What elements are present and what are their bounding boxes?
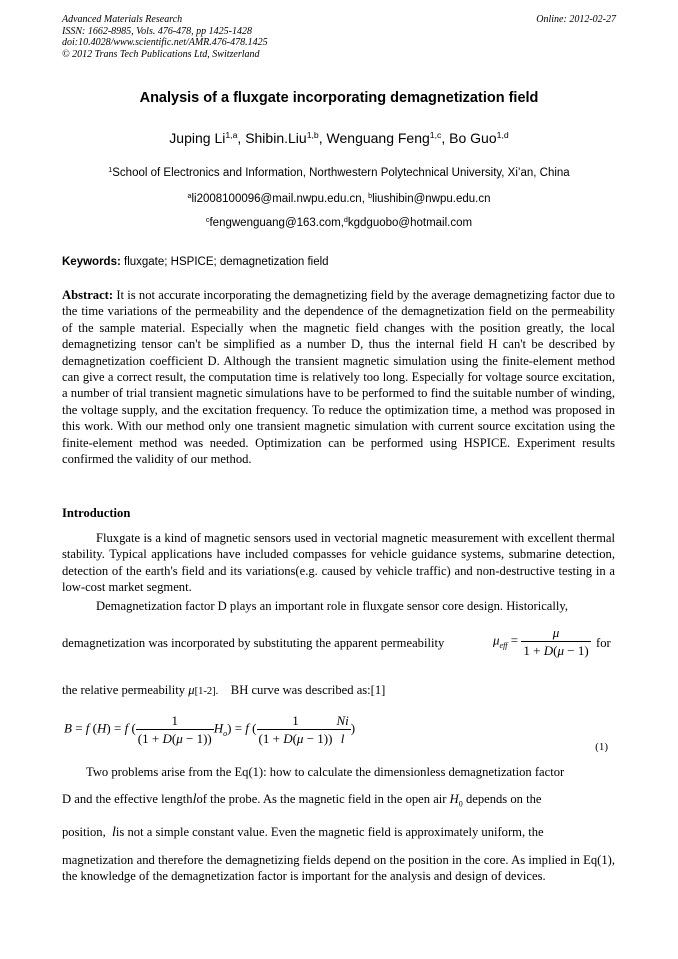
journal-name: Advanced Materials Research [62,14,183,25]
intro-paragraph-1: Fluxgate is a kind of magnetic sensors used in vectorial magnetic measurement with excellent thermal stability. Typical applications have included compasses for vehicle guidance systems, submarine detection, detection of the earth's field and its variations(e.g. caused by vehicle traffic) and non-destructive testing in a low-cost market segment. [62,531,615,595]
email-link[interactable]: liushibin@nwpu.edu.cn [372,193,491,205]
author-name: Juping Li [169,130,226,146]
email-link[interactable]: kgdguobo@hotmail.com [347,217,473,229]
intro-paragraph-3-line-1: Two problems arise from the Eq(1): how to calculate the dimensionless demagnetization factor [86,765,565,779]
author-name: Wenguang Feng [326,130,430,146]
affiliation: $^1$School of Electronics and Information, Northwestern Polytechnical University, Xi’an, China [108,166,570,179]
equation-mu-eff: $\mu_{eff}$ = $\frac{\mu}{1 + D(\mu - 1)}$ [493,625,589,658]
intro-paragraph-2-line-3: the relative permeability μ[1-2]. BH curve was described as:[1] [62,683,386,697]
keywords-text: fluxgate; HSPICE; demagnetization field [124,256,329,268]
copyright-line: © 2012 Trans Tech Publications Ltd, Switzerland [62,48,260,60]
intro-paragraph-2: Demagnetization factor D plays an important role in fluxgate sensor core design. Historically, [96,599,569,613]
intro-paragraph-3-line-2: D and the effective lengthlof the probe. As the magnetic field in the open air $H_0$ depends on the [62,792,542,809]
keywords-label: Keywords: [62,256,121,268]
email-line-1: $^a$li2008100096@mail.nwpu.edu.cn, $^b$liushibin@nwpu.edu.cn [187,192,491,205]
author-sup: 1,a [225,130,238,141]
doi-line: doi:10.4028/www.scientific.net/AMR.476-478.1425 [62,37,268,48]
reference: [1-2]. [194,686,219,697]
equation-number: (1) [595,741,608,753]
author-list: Juping Li$^{1,a}$, Shibin.Liu$^{1,b}$, Wenguang Feng$^{1,c}$, Bo Guo$^{1,d}$ [169,130,509,146]
abstract-label: Abstract: [62,288,114,302]
email-line-2: $^c$fengwenguang@163.com,$^d$kgdguobo@hotmail.com [205,216,473,229]
author-sup: 1,d [496,130,509,141]
author-name: Shibin.Liu [245,130,307,146]
email-link[interactable]: fengwenguang@163.com, [209,217,344,229]
intro-paragraph-3-line-3: position, lis not a simple constant value. Even the magnetic field is approximately uniform, the [62,825,544,840]
abstract [62,287,615,467]
author-name: Bo Guo [449,130,497,146]
equation-1: B = f (H) = f ( $\frac{1}{(1 + D(\mu - 1))}$ $H_o) = f$ ( $\frac{1}{(1 + D(\mu - 1))}$ $\frac{Ni}{l}$ ) [64,713,356,746]
author-sup: 1,c [429,130,442,141]
intro-for: for [596,636,611,650]
email-link[interactable]: li2008100096@mail.nwpu.edu.cn, [191,193,365,205]
keywords [62,256,329,268]
paper-title: Analysis of a fluxgate incorporating demagnetization field [139,90,539,106]
intro-paragraph-2-line: demagnetization was incorporated by substituting the apparent permeability [62,636,445,650]
section-heading: Introduction [62,506,131,520]
abstract-text: It is not accurate incorporating the demagnetizing field by the average demagnetizing factor due to the time variations of the permeability and the dependence of the demagnetization field on the permeability of the sample material. Especially when the magnetic field changes with the position greatly, the local demagnetizing tensor can't be simplified as a number D, thus the internal field H can't be described by demagnetization coefficient D. Although the transient magnetic simulation using the finite-element method can give a correct result, the computation time is relatively too long. Especially for voltage source excitation, a number of trial transient magnetic simulations have to be performed to find the suitable number of winding, the voltage supply, and the excitation frequency. To reduce the optimization time, a method was proposed in this work. With our method only one transient magnetic simulation with current source excitation using the finite-element method was needed. Optimization can be performed using HSPICE. Experiment results confirmed the validity of our method. [62,288,615,467]
online-date: Online: 2012-02-27 [536,14,616,25]
issn-line: ISSN: 1662-8985, Vols. 476-478, pp 1425-1428 [62,25,252,37]
journal-header [62,14,268,60]
author-sup: 1,b [306,130,319,141]
intro-paragraph-3-rest: magnetization and therefore the demagnetizing fields depend on the position in the core. As implied in Eq(1), the knowledge of the demagnetization factor is important for the analysis and design of devices. [62,853,615,884]
